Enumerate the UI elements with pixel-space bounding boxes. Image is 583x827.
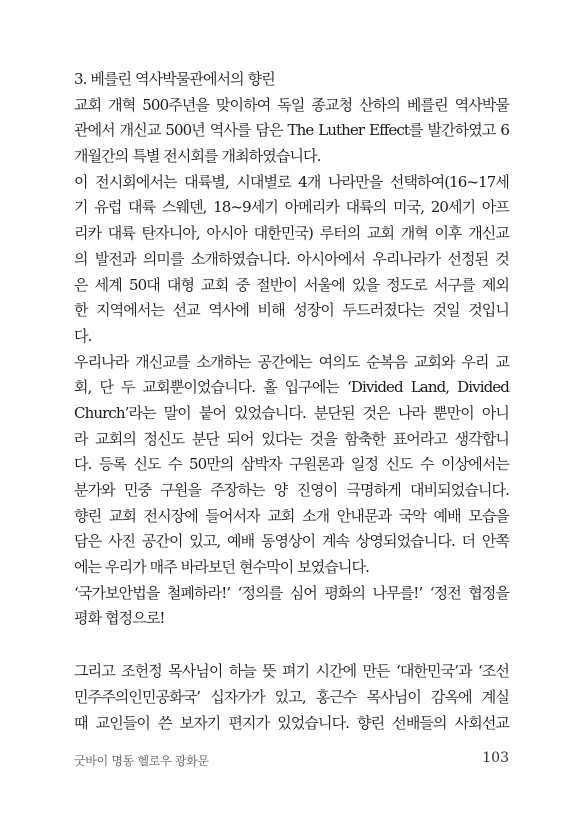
text-line: 평화 협정으로! (74, 609, 165, 628)
section-crosses (74, 659, 509, 736)
text-line: 개월간의 특별 전시회를 개최하였습니다. (74, 147, 321, 166)
text-line: 에는 우리가 매주 바라보던 현수막이 보였습니다. (74, 558, 370, 577)
text-line: 우리나라 개신교를 소개하는 공간에는 여의도 순복음 교회와 우리 교 (74, 352, 509, 371)
text-line: 그리고 조헌정 목사님이 하늘 뜻 펴기 시간에 만든 ‘대한민국’과 ‘조선 (74, 662, 509, 681)
text-line: 민주주의인민공화국’ 십자가가 있고, 홍근수 목사님이 감옥에 계실 (74, 687, 509, 706)
footer-book-title: 굿바이 명동 헬로우 광화문 (74, 754, 209, 768)
text-line: 리카 대륙 탄자니아, 아시아 대한민국) 루터의 교회 개혁 이후 개신교 (74, 224, 509, 243)
text-line: 담은 사진 공간이 있고, 예배 동영상이 계속 상영되었습니다. 더 안쪽 (74, 532, 509, 551)
page-number: 103 (482, 750, 509, 766)
text-line: Church’라는 말이 붙어 있었습니다. 분단된 것은 나라 뿐만이 아니 (74, 403, 509, 422)
text-line: 분가와 민중 구원을 주장하는 양 진영이 극명하게 대비되었습니다. (74, 481, 509, 499)
text-line: 때 교인들이 쓴 보자기 편지가 있었습니다. 향린 선배들의 사회선교 (74, 713, 509, 732)
text-line: 다. 등록 신도 수 50만의 삼박자 구원론과 일정 신도 수 이상에서는 (74, 455, 509, 474)
text-line: 라 교회의 정신도 분단 되어 있다는 것을 함축한 표어라고 생각합니 (74, 429, 509, 448)
text-line: 다. (74, 326, 92, 345)
text-line: ‘국가보안법을 철폐하라!’ ‘정의를 심어 평화의 나무를!’ ‘정전 협정을 (74, 583, 509, 602)
text-line: 한 지역에서는 선교 역사에 비해 성장이 두드러졌다는 것일 것입니 (74, 301, 509, 320)
text-line: 향린 교회 전시장에 들어서자 교회 소개 안내문과 국악 예배 모습을 (74, 506, 509, 525)
text-line: 은 세계 50대 대형 교회 중 절반이 서울에 있을 정도로 서구를 제외 (74, 275, 509, 294)
text-line: 회, 단 두 교회뿐이었습니다. 홀 입구에는 ‘Divided Land, Divided (74, 378, 509, 397)
text-line: 기 유럽 대륙 스웨덴, 18~9세기 아메리카 대륙의 미국, 20세기 아프 (74, 198, 509, 217)
text-line: 이 전시회에서는 대륙별, 시대별로 4개 나라만을 선택하여(16~17세 (74, 172, 509, 191)
page-body (74, 67, 509, 736)
section-heading: 3. 베를린 역사박물관에서의 향린 (74, 70, 275, 88)
text-line: 교회 개혁 500주년을 맞이하여 독일 종교청 산하의 베를린 역사박물 (74, 95, 509, 114)
paragraph-gap (74, 632, 509, 659)
text-line: 관에서 개신교 500년 역사를 담은 The Luther Effect를 발간하였고 6 (74, 121, 509, 140)
text-line: 의 발전과 의미를 소개하였습니다. 아시아에서 우리나라가 선정된 것 (74, 249, 509, 268)
section-berlin-museum (74, 67, 509, 632)
